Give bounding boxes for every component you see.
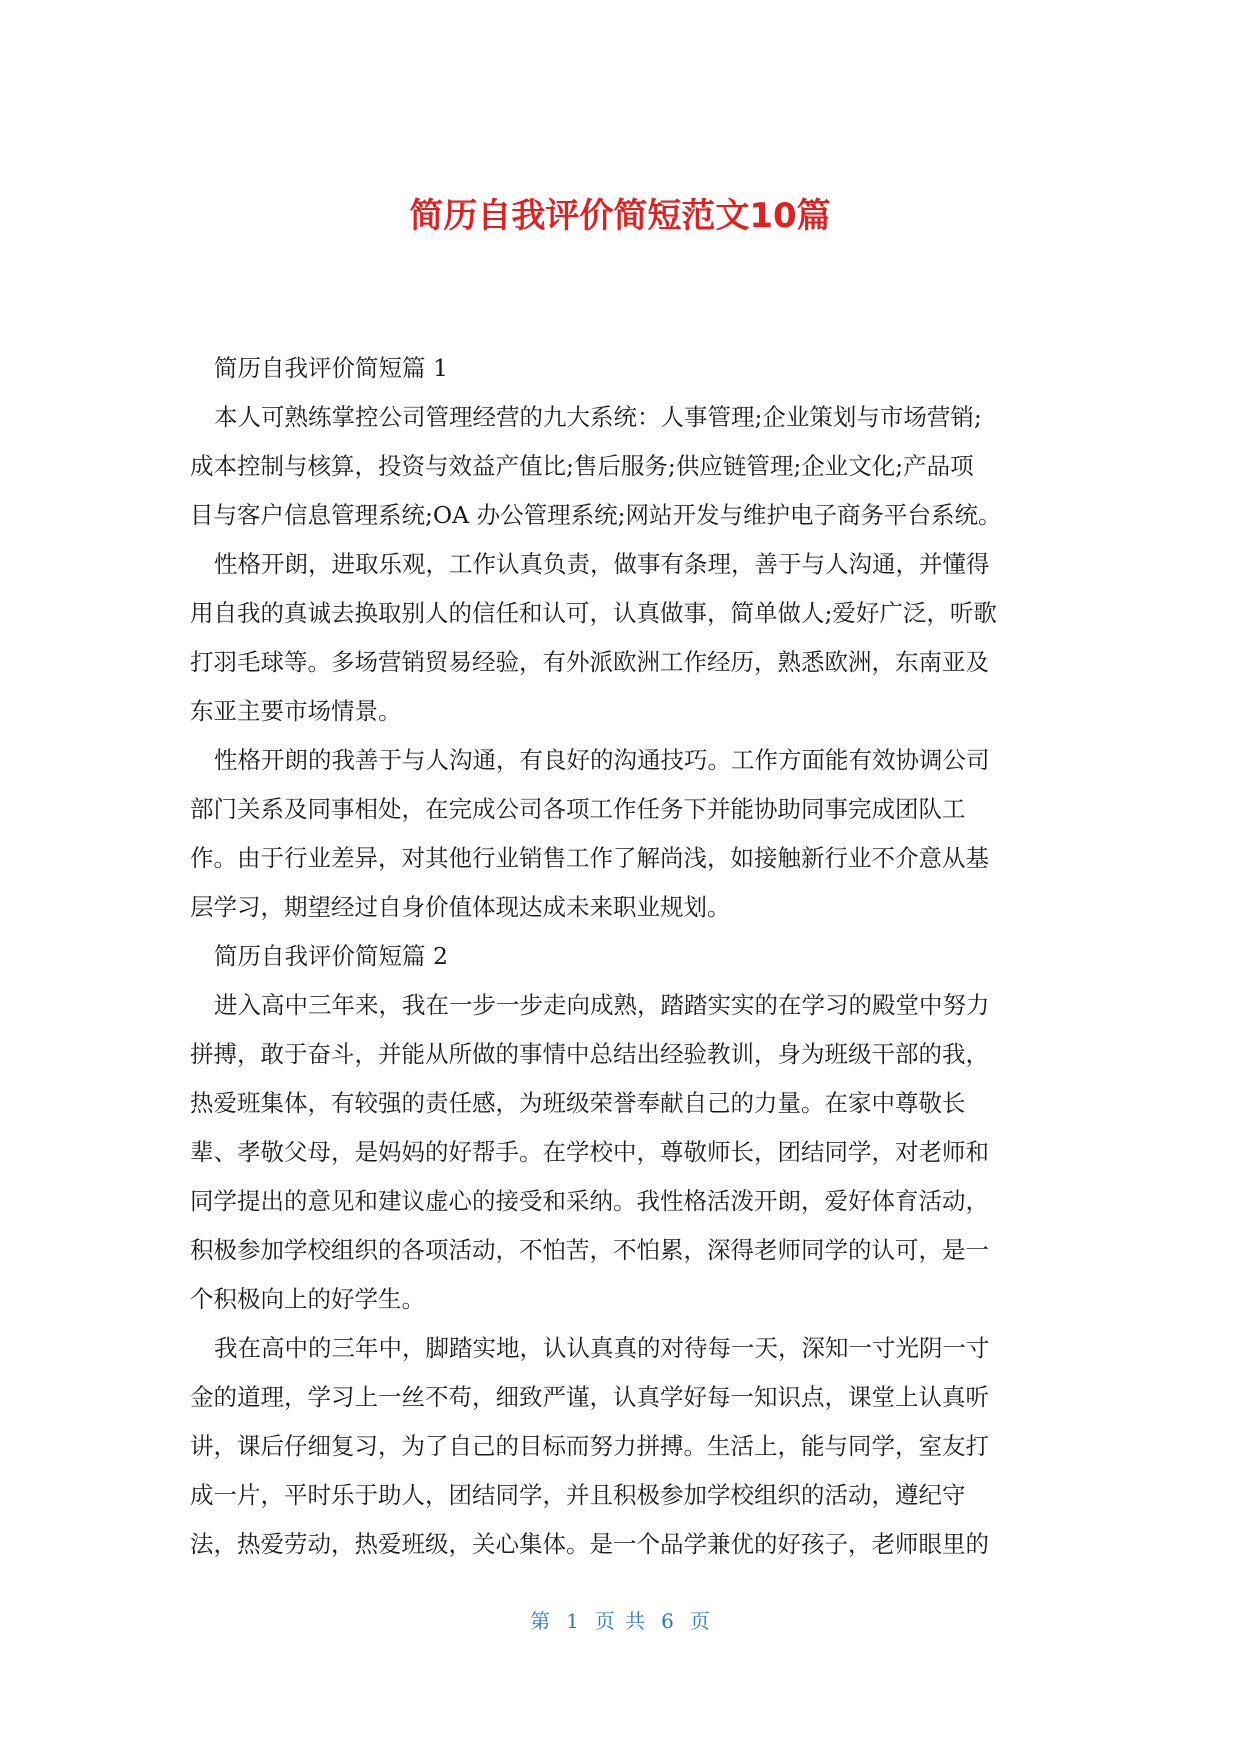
paragraph-line: 积极参加学校组织的各项活动，不怕苦，不怕累，深得老师同学的认可，是一 xyxy=(190,1236,989,1264)
document-title: 简历自我评价简短范文10篇 xyxy=(409,196,831,236)
paragraph-line: 成本控制与核算，投资与效益产值比;售后服务;供应链管理;企业文化;产品项 xyxy=(190,452,974,480)
page-footer xyxy=(0,1605,1240,1634)
paragraph-line: 金的道理，学习上一丝不苟，细致严谨，认真学好每一知识点，课堂上认真听 xyxy=(190,1383,989,1411)
paragraph-line: 讲，课后仔细复习，为了自己的目标而努力拼搏。生活上，能与同学，室友打 xyxy=(190,1432,989,1460)
paragraph-line: 个积极向上的好学生。 xyxy=(190,1285,425,1313)
paragraph-line: 层学习，期望经过自身价值体现达成未来职业规划。 xyxy=(190,893,731,921)
page-label-suffix: 页 xyxy=(689,1609,710,1633)
document-body xyxy=(190,344,1050,1569)
paragraph-line: 部门关系及同事相处，在完成公司各项工作任务下并能协助同事完成团队工 xyxy=(190,795,966,823)
page-label-mid: 页 共 xyxy=(594,1609,646,1633)
paragraph-line: 拼搏，敢于奋斗，并能从所做的事情中总结出经验教训，身为班级干部的我， xyxy=(190,1040,989,1068)
page-total: 6 xyxy=(661,1609,674,1633)
paragraph-line: 进入高中三年来，我在一步一步走向成熟，踏踏实实的在学习的殿堂中努力 xyxy=(214,991,990,1019)
paragraph-line: 打羽毛球等。多场营销贸易经验，有外派欧洲工作经历，熟悉欧洲，东南亚及 xyxy=(190,648,989,676)
paragraph-line: 用自我的真诚去换取别人的信任和认可，认真做事，简单做人;爱好广泛，听歌 xyxy=(190,599,997,627)
paragraph-line: 我在高中的三年中，脚踏实地，认认真真的对待每一天，深知一寸光阴一寸 xyxy=(214,1334,990,1362)
paragraph-line: 辈、孝敬父母，是妈妈的好帮手。在学校中，尊敬师长，团结同学，对老师和 xyxy=(190,1138,989,1166)
paragraph-line: 目与客户信息管理系统;OA 办公管理系统;网站开发与维护电子商务平台系统。 xyxy=(190,501,1002,529)
paragraph-line: 同学提出的意见和建议虚心的接受和采纳。我性格活泼开朗，爱好体育活动， xyxy=(190,1187,989,1215)
paragraph-line: 本人可熟练掌控公司管理经营的九大系统：人事管理;企业策划与市场营销; xyxy=(214,403,982,431)
section-heading-2: 简历自我评价简短篇 2 xyxy=(214,942,448,970)
paragraph-line: 作。由于行业差异，对其他行业销售工作了解尚浅，如接触新行业不介意从基 xyxy=(190,844,989,872)
paragraph-line: 东亚主要市场情景。 xyxy=(190,697,402,725)
paragraph-line: 成一片，平时乐于助人，团结同学，并且积极参加学校组织的活动，遵纪守 xyxy=(190,1481,966,1509)
paragraph-line: 性格开朗的我善于与人沟通，有良好的沟通技巧。工作方面能有效协调公司 xyxy=(214,746,990,774)
paragraph-line: 性格开朗，进取乐观，工作认真负责，做事有条理，善于与人沟通，并懂得 xyxy=(214,550,990,578)
section-heading-1: 简历自我评价简短篇 1 xyxy=(214,354,448,382)
page-current: 1 xyxy=(566,1609,579,1633)
page-label-prefix: 第 xyxy=(530,1609,551,1633)
paragraph-line: 法，热爱劳动，热爱班级，关心集体。是一个品学兼优的好孩子，老师眼里的 xyxy=(190,1530,989,1558)
paragraph-line: 热爱班集体，有较强的责任感，为班级荣誉奉献自己的力量。在家中尊敬长 xyxy=(190,1089,966,1117)
